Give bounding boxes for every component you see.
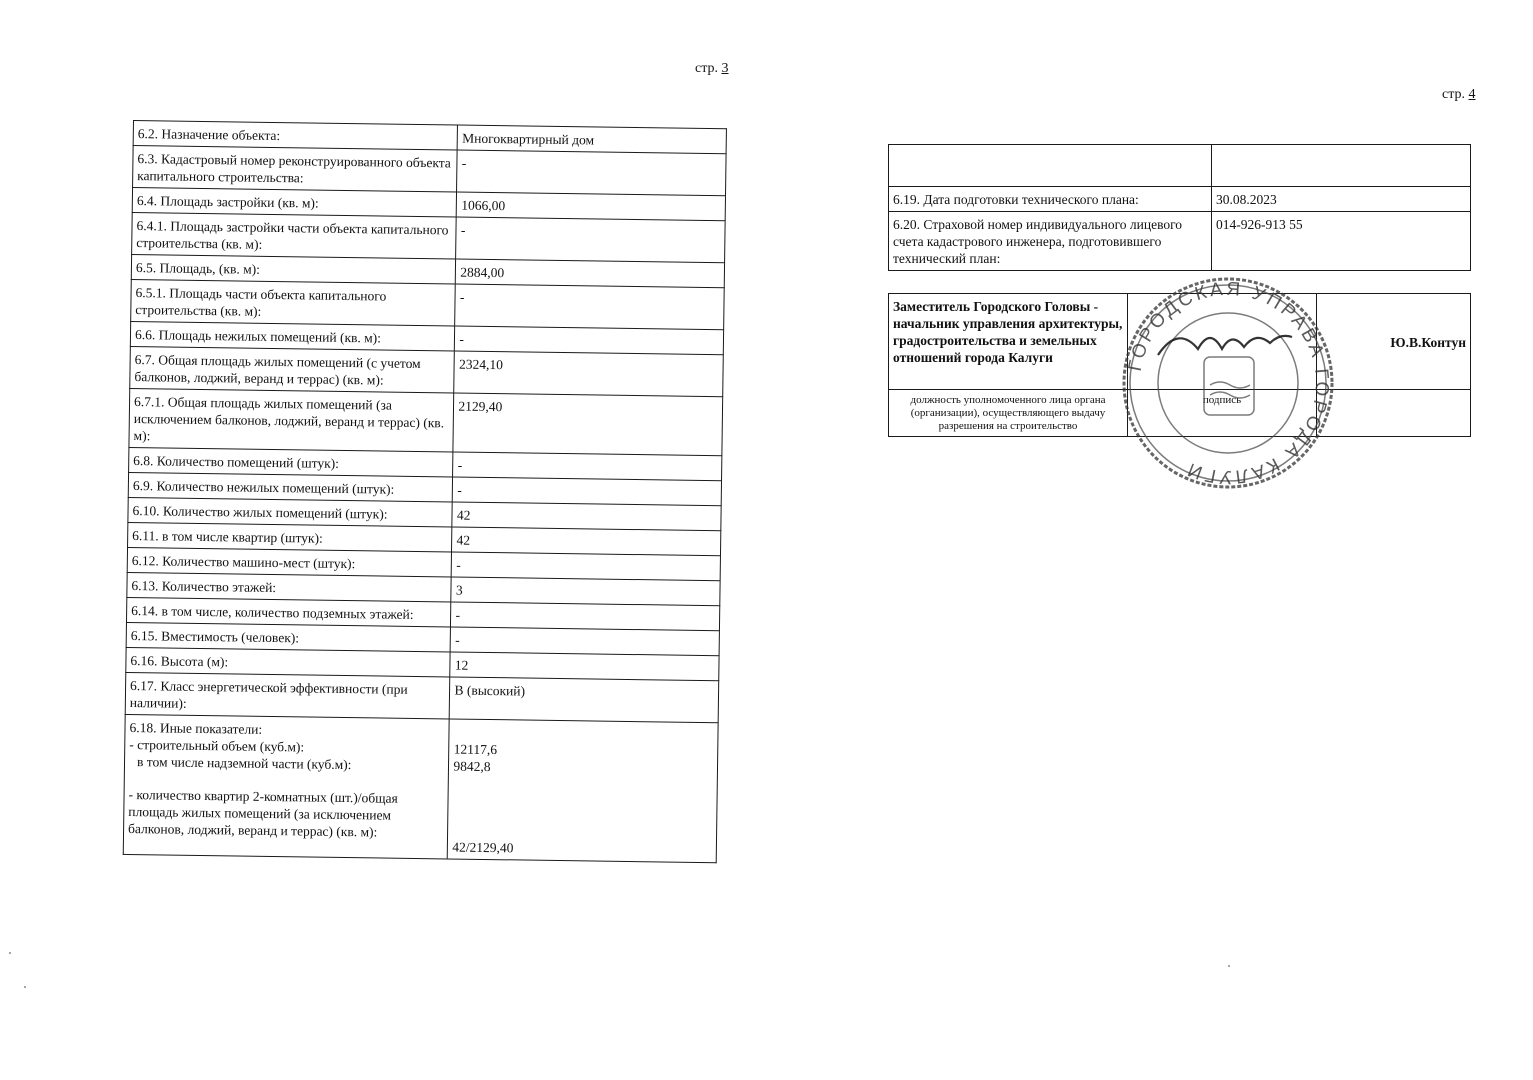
- page-number-3: [695, 61, 729, 77]
- technical-plan-table: [888, 144, 1471, 271]
- object-indicators-table: [123, 120, 727, 863]
- row-value: 1066,00: [457, 192, 726, 221]
- row-label: 6.11. в том числе квартир (штук):: [128, 522, 453, 552]
- row-value: -: [452, 552, 721, 581]
- row-label: 6.2. Назначение объекта:: [133, 121, 458, 151]
- table-row-other-indicators: [123, 714, 718, 862]
- table-row: [129, 388, 723, 455]
- table-row: [889, 212, 1471, 271]
- row-label: 6.8. Количество помещений (штук):: [129, 447, 454, 477]
- row-label: 6.12. Количество машино-мест (штук):: [127, 547, 452, 577]
- caption-signature: подпись: [1128, 390, 1317, 437]
- other-value-1: 12117,6: [453, 741, 498, 758]
- other-line-2: в том числе надземной части (куб.м):: [136, 754, 352, 773]
- row-label: 6.9. Количество нежилых помещений (штук):: [128, 472, 453, 502]
- other-line-3: - количество квартир 2-комнатных (шт.)/общая площадь жилых помещений (за исключением балконов, лоджий, веранд и террас) (кв. м):: [128, 787, 398, 840]
- row-label: 6.4. Площадь застройки (кв. м):: [132, 188, 457, 218]
- other-line-1: - строительный объем (куб.м):: [129, 737, 305, 755]
- row-label: 6.13. Количество этажей:: [127, 572, 452, 602]
- row-value: -: [457, 150, 726, 196]
- signatory-position: Заместитель Городского Головы - начальник управления архитектуры, градостроительства и земельных отношений города Калуги: [889, 294, 1128, 390]
- row-label: 6.4.1. Площадь застройки части объекта капитального строительства (кв. м):: [132, 212, 457, 259]
- row-value: -: [455, 326, 724, 355]
- row-value: -: [451, 602, 720, 631]
- row-value: 2129,40: [453, 393, 722, 456]
- scan-speck: [9, 952, 11, 954]
- row-value: В (высокий): [450, 677, 719, 723]
- caption-position: должность уполномоченного лица органа (организации), осуществляющего выдачу разрешения на строительство: [889, 390, 1128, 437]
- row-value: -: [451, 627, 720, 656]
- caption-empty: [1317, 390, 1471, 437]
- row-label: 6.5.1. Площадь части объекта капитального строительства (кв. м):: [131, 279, 456, 326]
- seal-lettering: ГОРОДСКАЯ УПРАВА ГОРОДА КАЛУГИ: [1124, 278, 1333, 488]
- empty-cell: [1212, 145, 1471, 187]
- row-label: 6.6. Площадь нежилых помещений (кв. м):: [130, 321, 455, 351]
- row-label: 6.7. Общая площадь жилых помещений (с учетом балконов, лоджий, веранд и террас) (кв. м):: [130, 346, 455, 393]
- row-value: 2324,10: [454, 351, 723, 397]
- row-value: 2884,00: [456, 259, 725, 288]
- row-value: Многоквартирный дом: [458, 125, 727, 154]
- page-number-4: [1442, 87, 1476, 103]
- row-label: 6.5. Площадь, (кв. м):: [131, 254, 456, 284]
- row-label: 6.17. Класс энергетической эффективности (при наличии):: [125, 672, 450, 719]
- table-row: [889, 187, 1471, 212]
- other-value-3: 42/2129,40: [452, 839, 514, 856]
- row-value: 3: [451, 577, 720, 606]
- scan-speck: [1228, 965, 1230, 967]
- row-value: 42: [452, 527, 721, 556]
- row-value: -: [453, 452, 722, 481]
- row-value: 30.08.2023: [1212, 187, 1471, 212]
- page-prefix: стр.: [1442, 87, 1466, 102]
- handwritten-signature: [1158, 336, 1292, 355]
- scan-speck: [24, 986, 26, 988]
- other-value-2: 9842,8: [453, 758, 491, 775]
- row-value: 014-926-913 55: [1212, 212, 1471, 271]
- empty-cell: [889, 145, 1212, 187]
- row-value: -: [455, 284, 724, 330]
- other-indicators-values: [448, 719, 718, 863]
- other-heading: 6.18. Иные показатели:: [129, 720, 263, 737]
- official-seal: [1118, 273, 1338, 493]
- table-row-empty: [889, 145, 1471, 187]
- page-number-value: 3: [721, 61, 729, 76]
- row-label: 6.20. Страховой номер индивидуального лицевого счета кадастрового инженера, подготовившего технический план:: [889, 212, 1212, 271]
- other-indicators-label: [123, 714, 449, 859]
- row-label: 6.10. Количество жилых помещений (штук):: [128, 497, 453, 527]
- page-prefix: стр.: [695, 61, 719, 76]
- row-label: 6.16. Высота (м):: [126, 647, 451, 677]
- row-label: 6.14. в том числе, количество подземных этажей:: [126, 597, 451, 627]
- row-label: 6.15. Вместимость (человек):: [126, 622, 451, 652]
- signatory-name: Ю.В.Контун: [1317, 294, 1471, 390]
- row-value: 12: [450, 652, 719, 681]
- row-value: -: [453, 477, 722, 506]
- row-label: 6.19. Дата подготовки технического плана:: [889, 187, 1212, 212]
- row-value: -: [456, 217, 725, 263]
- row-label: 6.7.1. Общая площадь жилых помещений (за исключением балконов, лоджий, веранд и террас) (кв. м):: [129, 388, 454, 452]
- page-number-value: 4: [1468, 87, 1476, 102]
- row-label: 6.3. Кадастровый номер реконструированного объекта капитального строительства:: [133, 146, 458, 193]
- row-value: 42: [452, 502, 721, 531]
